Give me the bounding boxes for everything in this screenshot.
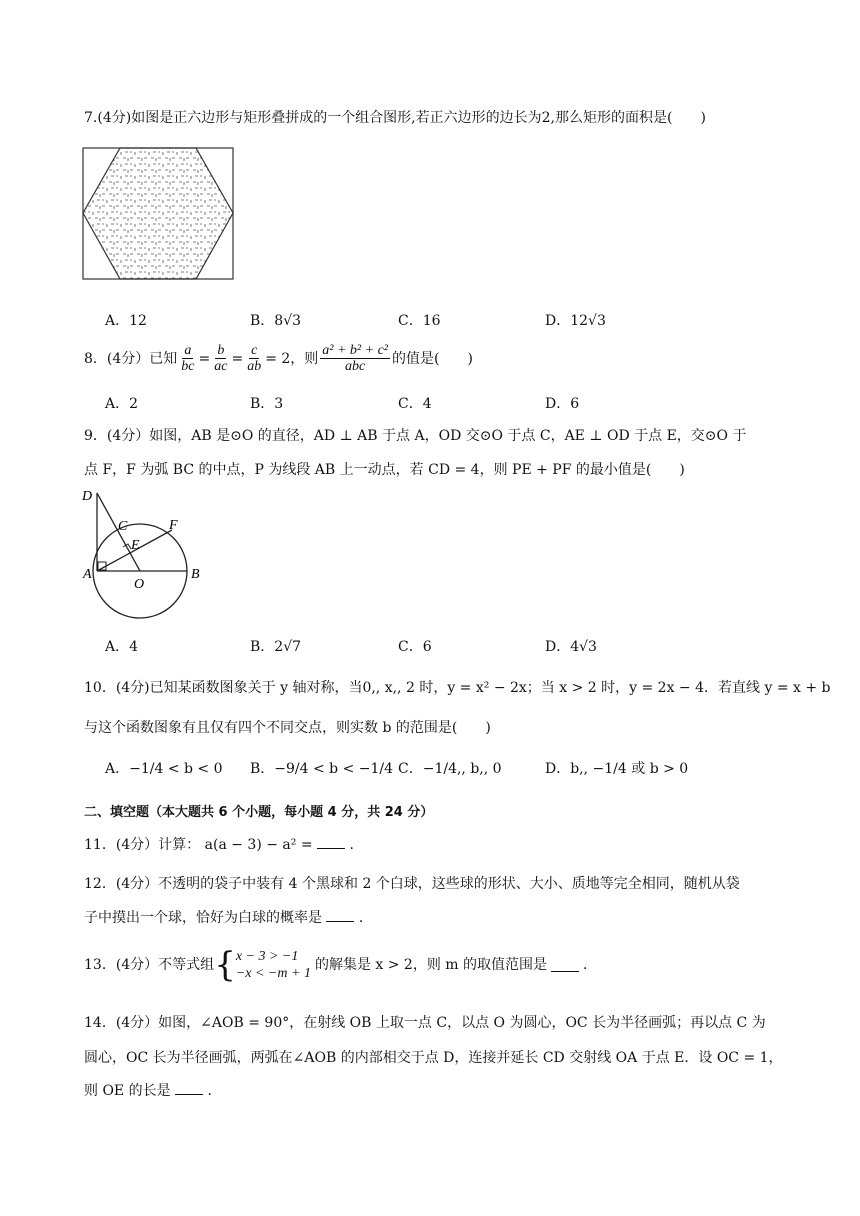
q7-option-d: D．12√3 [545, 313, 606, 329]
q8-prefix: 8．(4分）已知 [84, 350, 178, 367]
q7-option-c: C．16 [398, 313, 441, 329]
q9-label-a: A [83, 567, 92, 582]
q13-prefix: 13．(4分）不等式组 [84, 957, 215, 973]
q10-option-c: C．−1/4,, b,, 0 [398, 761, 502, 777]
q13-brace: { [214, 945, 236, 985]
q9-label-o: O [134, 577, 145, 592]
q9-label-e: E [131, 538, 140, 553]
q12-line1: 12．(4分）不透明的袋子中装有 4 个黑球和 2 个白球，这些球的形状、大小、质地等完全相同，随机从袋 [84, 876, 740, 892]
q9-label-d: D [82, 489, 93, 504]
q8-line: 8．(4分）已知 $\frac{a}{bc}$ = $\frac{b}{ac}$ = $\frac{c}{ab}$ = 2，则 $\frac{\text{a² + b² + c²}}{\text{abc}}$ 的值是( ) [84, 343, 473, 374]
q12-answer-blank[interactable] [326, 909, 354, 922]
q7-figure [80, 145, 236, 282]
q13-suffix: 的解集是 x > 2，则 m 的取值范围是 [314, 957, 548, 973]
q10-option-a: A．−1/4 < b < 0 [105, 761, 223, 777]
q11-line: 11．(4分）计算： a(a − 3) − a² = ． [84, 837, 364, 853]
q14-text: 则 OE 的长是 [84, 1083, 171, 1099]
q13-row1: x − 3 > −1 [235, 949, 299, 964]
q14-line2: 圆心，OC 长为半径画弧，两弧在∠AOB 的内部相交于点 D，连接并延长 CD 交射线 OA 于点 E．设 OC = 1， [84, 1050, 783, 1066]
q13-answer-blank[interactable] [551, 959, 579, 972]
section-heading: 二、填空题（本大题共 6 个小题，每小题 4 分，共 24 分） [84, 805, 434, 820]
q9-option-c: C．6 [398, 639, 432, 655]
q10-option-b: B．−9/4 < b < −1/4 [250, 761, 394, 777]
q8-option-b: B．3 [250, 396, 284, 412]
q14-answer-blank[interactable] [175, 1082, 203, 1095]
q8-option-a: A．2 [105, 396, 139, 412]
q8-option-c: C．4 [398, 396, 432, 412]
q14-line3: 则 OE 的长是 ． [84, 1083, 222, 1099]
q7-option-a: A．12 [105, 313, 147, 329]
q12-text: 子中摸出一个球，恰好为白球的概率是 [84, 910, 322, 926]
q12-line2: 子中摸出一个球，恰好为白球的概率是 ． [84, 910, 373, 926]
q9-line1: 9．(4分）如图，AB 是⊙O 的直径，AD ⊥ AB 于点 A，OD 交⊙O 于点 C，AE ⊥ OD 于点 E，交⊙O 于 [84, 428, 747, 444]
q9-option-d: D．4√3 [545, 639, 597, 655]
q8-suffix: 的值是( ) [391, 350, 473, 367]
q8-fraction-3: $\frac{c}{ab}$ [247, 343, 262, 374]
q9-label-f: F [169, 518, 178, 533]
q8-eq: = 2，则 [265, 350, 319, 367]
q13-line: 13．(4分）不等式组 { x − 3 > −1 −x < −m + 1 的解集是 x > 2，则 m 的取值范围是 ． [84, 945, 598, 985]
q9-label-b: B [191, 567, 200, 582]
q8-fraction-1: $\frac{a}{bc}$ [181, 343, 195, 374]
q9-option-b: B．2√7 [250, 639, 302, 655]
q8-option-d: D．6 [545, 396, 580, 412]
q8-fraction-4: $\frac{\text{a² + b² + c²}}{\text{abc}}$ [322, 343, 388, 374]
q10-line1: 10．(4分)已知某函数图象关于 y 轴对称，当0,, x,, 2 时，y = x² − 2x；当 x > 2 时，y = 2x − 4．若直线 y = x + b [84, 680, 831, 696]
q11-text: 11．(4分）计算： a(a − 3) − a² = [84, 837, 313, 853]
q8-fraction-2: $\frac{b}{ac}$ [214, 343, 228, 374]
q14-line1: 14．(4分）如图，∠AOB = 90°，在射线 OB 上取一点 C，以点 O 为圆心，OC 长为半径画弧；再以点 C 为 [84, 1015, 766, 1031]
q7-option-b: B．8√3 [250, 313, 302, 329]
q9-line2: 点 F，F 为弧 BC 的中点，P 为线段 AB 上一动点，若 CD = 4，则 PE + PF 的最小值是( ) [84, 462, 685, 478]
q13-row2: −x < −m + 1 [235, 966, 311, 981]
q9-figure [78, 484, 218, 624]
q11-answer-blank[interactable] [317, 836, 345, 849]
q9-option-a: A．4 [105, 639, 139, 655]
q7-text: 7.(4分)如图是正六边形与矩形叠拼成的一个组合图形,若正六边形的边长为2,那么矩形的面积是( ) [84, 110, 706, 126]
q13-system [236, 948, 311, 982]
q10-line2: 与这个函数图象有且仅有四个不同交点，则实数 b 的范围是( ) [84, 720, 491, 736]
q9-label-c: C [118, 519, 128, 534]
q10-option-d: D．b,, −1/4 或 b > 0 [545, 761, 689, 777]
